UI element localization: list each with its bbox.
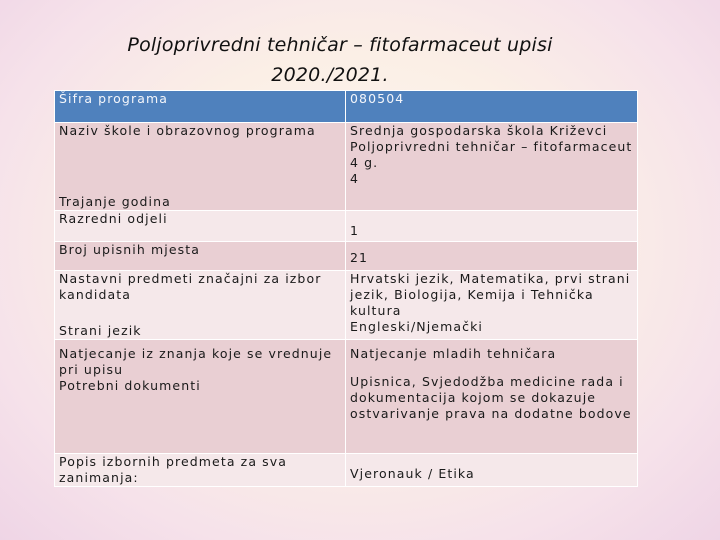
row-value-sifra — [346, 91, 638, 123]
row-value-natjecanje — [346, 340, 638, 454]
page-subtitle-year: 2020./2021. — [271, 64, 389, 86]
row-label-nastavni-predmeti — [55, 271, 346, 340]
row-label-naziv — [55, 123, 346, 211]
row-value-broj-mjesta — [346, 242, 638, 271]
cell-text: Vjeronauk / Etika — [350, 466, 475, 481]
enrollment-info-table — [54, 90, 638, 487]
row-label-razredni-odjeli — [55, 211, 346, 242]
table-row — [55, 271, 638, 340]
cell-text: Engleski/Njemački — [350, 319, 483, 334]
cell-text: Hrvatski jezik, Matematika, prvi strani jezik, Biologija, Kemija i Tehnička kultura — [350, 271, 631, 318]
cell-text: Natjecanje mladih tehničara — [350, 346, 557, 361]
cell-text: Nastavni predmeti značajni za izbor kandidata — [59, 271, 322, 302]
table-row — [55, 340, 638, 454]
row-value-izborni-predmeti — [346, 454, 638, 487]
cell-text: Trajanje godina — [59, 194, 171, 209]
cell-text: Strani jezik — [59, 323, 142, 338]
cell-text: 1 — [350, 223, 360, 238]
cell-text: Naziv škole i obrazovnog programa — [59, 123, 316, 138]
page-title: Poljoprivredni tehničar – fitofarmaceut upisi — [127, 34, 553, 56]
row-value-nastavni-predmeti — [346, 271, 638, 340]
cell-text: Natjecanje iz znanja koje se vrednuje pri upisu — [59, 346, 333, 377]
cell-text: 4 — [350, 171, 360, 186]
cell-text: 21 — [350, 250, 369, 265]
row-label-natjecanje — [55, 340, 346, 454]
table-row — [55, 454, 638, 487]
row-label-izborni-predmeti — [55, 454, 346, 487]
cell-text: Popis izbornih predmeta za sva zanimanja: — [59, 454, 288, 485]
table-row — [55, 91, 638, 123]
row-value-razredni-odjeli — [346, 211, 638, 242]
cell-text: Srednja gospodarska škola Križevci Poljoprivredni tehničar – fitofarmaceut 4 g. — [350, 123, 633, 170]
row-label-sifra — [55, 91, 346, 123]
cell-text: 080504 — [350, 91, 405, 106]
table-row — [55, 211, 638, 242]
row-label-broj-mjesta — [55, 242, 346, 271]
table-row — [55, 123, 638, 211]
cell-text: Broj upisnih mjesta — [59, 242, 200, 257]
cell-text: Potrebni dokumenti — [59, 378, 201, 393]
row-value-naziv — [346, 123, 638, 211]
cell-text: Šifra programa — [59, 91, 168, 106]
cell-text: Razredni odjeli — [59, 211, 168, 226]
table-row — [55, 242, 638, 271]
cell-text: Upisnica, Svjedodžba medicine rada i dokumentacija kojom se dokazuje ostvarivanje prava na dodatne bodove — [350, 374, 632, 421]
